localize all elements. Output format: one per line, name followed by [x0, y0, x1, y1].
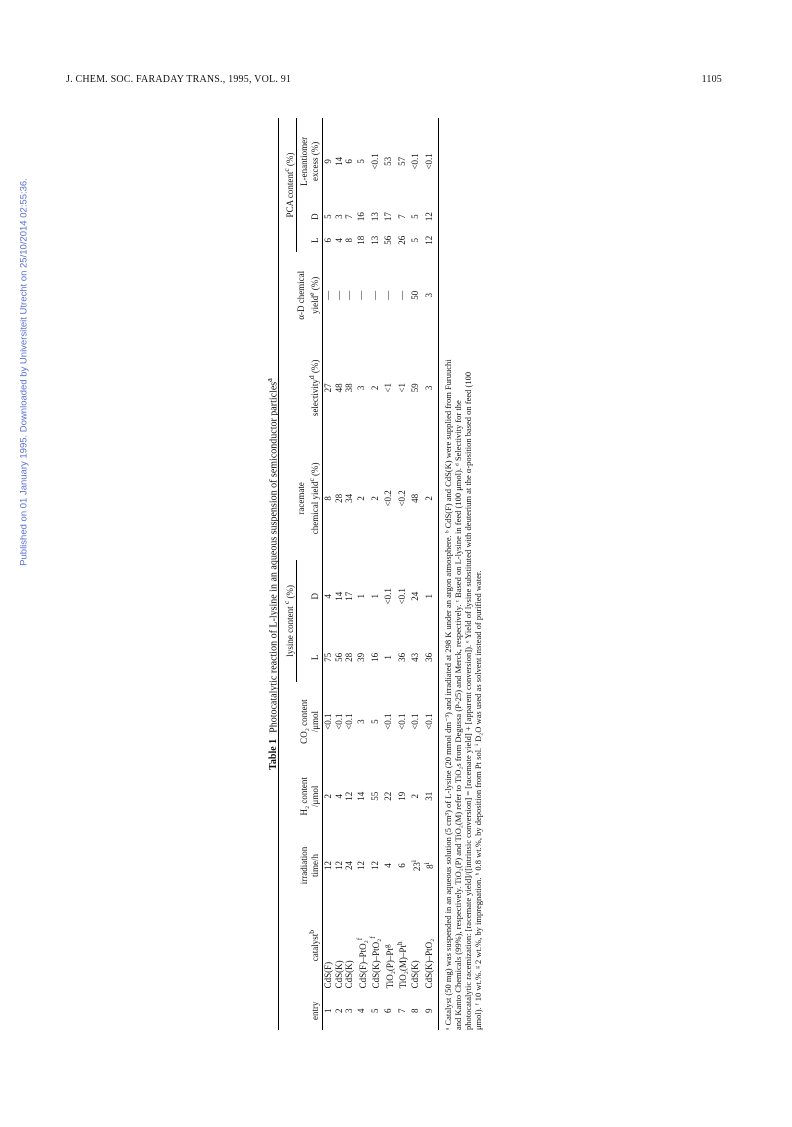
cell-h2-content: 22 — [383, 791, 393, 801]
cell-enantiomer-excess: <0.1 — [422, 118, 438, 205]
cell-entry: 9 — [422, 991, 438, 1030]
cell-co2-content: <0.1 — [410, 713, 420, 730]
cell-pca-D: 7 — [396, 214, 407, 219]
header-selectivity-blank — [279, 339, 297, 437]
cell-racemate-yield: 8 — [323, 496, 333, 501]
table-row — [344, 118, 355, 1030]
col-irradiation-time: irradiation time/h — [296, 831, 323, 900]
cell-racemate-yield: 34 — [344, 493, 354, 503]
table-label: Table 1 — [268, 738, 280, 770]
page-number: 1105 — [701, 74, 722, 85]
cell-selectivity: 59 — [410, 383, 420, 393]
cell-alphaD-yield: — — [396, 290, 407, 300]
cell-enantiomer-excess: 5 — [356, 159, 366, 164]
cell-pca-L: 26 — [396, 235, 407, 245]
col-racemate-yield: racemate chemical yield$^c$ (%) — [296, 437, 323, 560]
cell-h2-content: 31 — [422, 761, 438, 831]
footnote-mark: g — [381, 944, 391, 949]
cell-enantiomer-excess: <0.1 — [369, 153, 380, 170]
cell-entry: 3 — [344, 1008, 354, 1013]
cell-catalyst: CdS(K) — [344, 960, 354, 989]
cell-racemate-yield: 2 — [422, 437, 438, 560]
cell-alphaD-yield: — — [369, 290, 380, 300]
cell-catalyst: CdS(F) — [323, 961, 333, 989]
cell-entry: 6 — [383, 1008, 393, 1013]
header-group-pca: PCA content$^c$ (%) — [279, 118, 297, 252]
cell-lysine-L: 36 — [422, 633, 438, 682]
cell-lysine-D: 17 — [344, 591, 354, 601]
cell-pca-L: 18 — [356, 235, 366, 245]
table-1 — [264, 118, 500, 1030]
cell-co2-content: <0.1 — [383, 713, 393, 730]
footnote-line: and Kanto Chemicals (99%), respectively. TiO₂(P) and TiO₂(M) refer to TiO₂s from Degussa (P-25) and Merck, respectively. ᶜ Based on L-lysine in feed (100 μmol). ᵈ Selectivity for the — [452, 400, 463, 1030]
cell-pca-D: 17 — [383, 212, 393, 222]
cell-selectivity: 48 — [333, 383, 344, 393]
cell-pca-L: 6 — [323, 237, 333, 243]
cell-irradiation-time: 4 — [383, 863, 393, 868]
cell-lysine-D: 1 — [356, 594, 366, 599]
table-caption-footnote-mark: a — [265, 378, 274, 382]
cell-pca-D: 12 — [422, 205, 438, 229]
table-body — [323, 118, 439, 1030]
cell-lysine-L: 16 — [369, 652, 380, 662]
header-row-groups — [279, 118, 297, 1030]
header-irradiation-blank — [279, 831, 297, 900]
cell-h2-content: 4 — [333, 794, 344, 799]
cell-selectivity: <1 — [383, 383, 393, 393]
cell-h2-content: 2 — [410, 794, 420, 799]
header-group-lysine: lysine content $^c$ (%) — [279, 560, 297, 682]
table-row — [422, 118, 438, 1030]
table-row — [323, 118, 334, 1030]
cell-racemate-yield: <0.2 — [396, 490, 407, 507]
cell-selectivity: 38 — [344, 383, 354, 393]
cell-racemate-yield: <0.2 — [383, 490, 393, 507]
footnote-line: μmol). ᶠ 10 wt.%. ᵍ 2 wt.%, by impregnation. ʰ 0.8 wt.%, by deposition from Pt sol. ⁱ D₂O was used as solvent instead of purified water. — [473, 570, 484, 1030]
cell-lysine-L: 43 — [410, 652, 420, 662]
cell-catalyst: TiO₂(M)–Pt$^h$ — [395, 941, 408, 989]
cell-h2-content: 2 — [323, 794, 333, 799]
cell-lysine-D: <0.1 — [396, 588, 407, 605]
cell-lysine-L: 36 — [396, 652, 407, 662]
cell-irradiation-time: 12 — [369, 861, 380, 871]
table-caption-text: Photocatalytic reaction of L-lysine in an aqueous suspension of semiconductor particles — [268, 381, 280, 733]
cell-irradiation-time: 12 — [356, 861, 366, 871]
col-alphaD-yield: α-D chemical yield$^e$ (%) — [296, 252, 323, 339]
col-enantiomer-excess: L-enantiomer excess (%) — [296, 118, 323, 205]
cell-racemate-yield: 2 — [356, 496, 366, 501]
col-catalyst: catalyst$^b$ — [296, 900, 323, 992]
table-row — [409, 118, 423, 1030]
cell-lysine-L: 1 — [383, 655, 393, 660]
header-entry-blank — [279, 991, 297, 1030]
cell-co2-content: 3 — [356, 719, 366, 724]
cell-lysine-L: 56 — [333, 652, 344, 662]
cell-alphaD-yield: 3 — [422, 252, 438, 339]
cell-selectivity: 2 — [369, 385, 380, 391]
col-lysine-L: L — [296, 633, 323, 682]
cell-lysine-L: 39 — [356, 652, 366, 662]
col-pca-L: L — [296, 228, 323, 252]
cell-enantiomer-excess: 53 — [383, 156, 393, 166]
cell-pca-D: 5 — [410, 214, 420, 219]
cell-enantiomer-excess: 14 — [333, 156, 344, 166]
cell-entry: 1 — [323, 1008, 333, 1013]
cell-enantiomer-excess: 57 — [396, 156, 407, 166]
cell-alphaD-yield: 50 — [410, 290, 420, 300]
cell-h2-content: 12 — [344, 791, 354, 801]
cell-irradiation-time: 8$^i$ — [422, 831, 438, 900]
footnote-mark: i — [408, 859, 418, 863]
cell-entry: 7 — [396, 1008, 407, 1013]
cell-irradiation-time: 6 — [396, 863, 407, 868]
cell-lysine-D: 4 — [323, 594, 333, 599]
cell-h2-content: 19 — [396, 791, 407, 801]
cell-pca-D: 3 — [333, 214, 344, 219]
running-head — [66, 74, 722, 90]
cell-catalyst: CdS(K)–PtO₂ — [422, 900, 438, 992]
cell-pca-D: 13 — [369, 212, 380, 222]
cell-co2-content: 5 — [369, 719, 380, 724]
col-h2-content: H₂ content /μmol — [296, 761, 323, 831]
cell-entry: 4 — [356, 1008, 366, 1013]
footnote-mark: f — [354, 937, 364, 941]
cell-co2-content: <0.1 — [422, 682, 438, 761]
table-row — [355, 118, 369, 1030]
cell-pca-L: 56 — [383, 235, 393, 245]
cell-lysine-D: 14 — [333, 591, 344, 601]
table-row — [395, 118, 409, 1030]
footnote-mark: i — [422, 862, 431, 865]
footnote-line: ᵃ Catalyst (50 mg) was suspended in an aqueous solution (5 cm³) of L-lysine (20 mmol dm⁻³) and irradiated at 298 K under an argon atmosphere. ᵇ CdS(F) and CdS(K) were supplied from Furuuchi — [442, 359, 453, 1030]
col-pca-D: D — [296, 205, 323, 229]
footnote-line: photocatalytic racemization: [racemate yield]/([intrinsic conversion] = [racemate yield] + [apparent conversion]). ᵉ Yield of lysine substituted with deuterium at the α-position based on feed (100 — [462, 371, 473, 1030]
cell-pca-L: 4 — [333, 237, 344, 243]
cell-alphaD-yield: — — [344, 290, 354, 300]
cell-alphaD-yield: — — [383, 290, 393, 300]
cell-enantiomer-excess: 9 — [323, 159, 333, 164]
cell-co2-content: <0.1 — [323, 713, 333, 730]
cell-catalyst: CdS(K)–PtO₂$^f$ — [368, 936, 381, 989]
cell-entry: 2 — [333, 1008, 344, 1013]
footnote-mark: f — [368, 936, 377, 939]
cell-racemate-yield: 2 — [369, 496, 380, 501]
cell-lysine-D: 1 — [369, 594, 380, 599]
cell-pca-L: 12 — [422, 228, 438, 252]
journal-citation: J. CHEM. SOC. FARADAY TRANS., 1995, VOL. 91 — [66, 74, 292, 85]
cell-selectivity: <1 — [396, 383, 407, 393]
header-racemate-blank — [279, 437, 297, 560]
cell-alphaD-yield: — — [323, 290, 333, 300]
cell-co2-content: <0.1 — [396, 713, 407, 730]
cell-irradiation-time: 12 — [323, 861, 333, 871]
download-watermark — [16, 72, 32, 672]
cell-irradiation-time: 23$^i$ — [408, 859, 422, 872]
rotated-table-region — [264, 118, 500, 1030]
table-caption — [264, 118, 278, 1030]
cell-enantiomer-excess: <0.1 — [410, 153, 420, 170]
cell-racemate-yield: 28 — [333, 493, 344, 503]
header-row-columns — [296, 118, 323, 1030]
cell-racemate-yield: 48 — [410, 493, 420, 503]
cell-selectivity: 27 — [323, 383, 333, 393]
table-footnotes — [443, 118, 484, 1030]
cell-catalyst: CdS(K) — [333, 960, 344, 989]
header-catalyst-blank — [279, 900, 297, 992]
cell-h2-content: 14 — [356, 791, 366, 801]
cell-pca-D: 16 — [356, 212, 366, 222]
download-watermark-text: Published on 01 January 1995. Downloaded by Universiteit Utrecht on 25/10/2014 02:55:36. — [18, 178, 30, 566]
cell-h2-content: 55 — [369, 791, 380, 801]
cell-pca-D: 7 — [344, 214, 354, 219]
cell-alphaD-yield: — — [356, 290, 366, 300]
footnote-mark: h — [395, 941, 404, 946]
cell-pca-L: 5 — [410, 237, 420, 243]
cell-enantiomer-excess: 6 — [344, 159, 354, 164]
results-table — [278, 118, 439, 1030]
cell-entry: 5 — [369, 1008, 380, 1013]
cell-pca-L: 8 — [344, 237, 354, 243]
cell-lysine-L: 28 — [344, 652, 354, 662]
cell-co2-content: <0.1 — [344, 713, 354, 730]
cell-irradiation-time: 24 — [344, 861, 354, 871]
table-row — [334, 118, 345, 1030]
col-entry: entry — [296, 991, 323, 1030]
cell-selectivity: 3 — [356, 385, 366, 391]
cell-pca-L: 13 — [369, 235, 380, 245]
header-alphaD-blank — [279, 252, 297, 339]
cell-co2-content: <0.1 — [333, 713, 344, 730]
cell-selectivity: 3 — [422, 339, 438, 437]
cell-pca-D: 5 — [323, 214, 333, 219]
cell-irradiation-time: 12 — [333, 861, 344, 871]
cell-catalyst: CdS(F)–PtO₂$^f$ — [354, 937, 368, 989]
cell-alphaD-yield: — — [333, 290, 344, 300]
col-lysine-D: D — [296, 560, 323, 633]
col-selectivity: selectivity$^d$ (%) — [296, 339, 323, 437]
cell-lysine-D: 1 — [422, 560, 438, 633]
header-h2-blank — [279, 761, 297, 831]
table-row — [368, 118, 382, 1030]
header-co2-blank — [279, 682, 297, 761]
col-co2-content: CO₂ content /μmol — [296, 682, 323, 761]
cell-lysine-L: 75 — [323, 652, 333, 662]
cell-lysine-D: 24 — [410, 591, 420, 601]
cell-catalyst: TiO₂(P)–Pt$^g$ — [381, 944, 395, 989]
cell-lysine-D: <0.1 — [383, 588, 393, 605]
cell-catalyst: CdS(K) — [410, 960, 420, 989]
cell-entry: 8 — [410, 1008, 420, 1013]
table-row — [382, 118, 396, 1030]
